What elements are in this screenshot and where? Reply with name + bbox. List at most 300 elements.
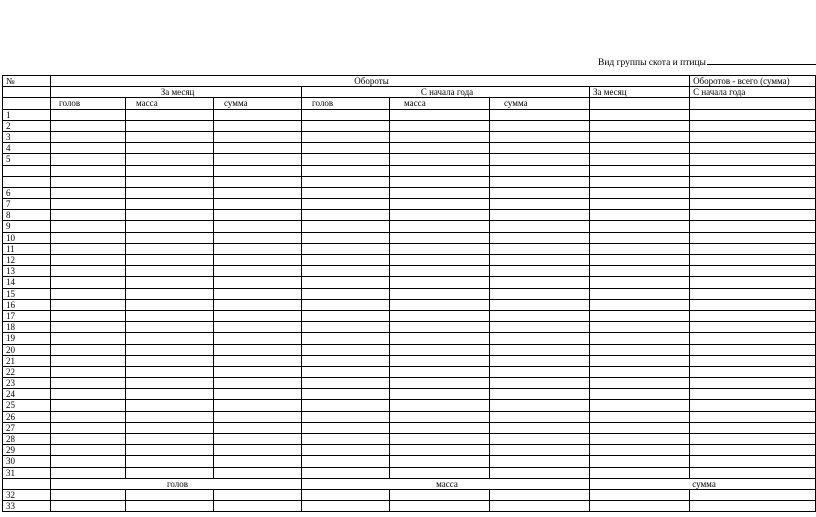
table-cell[interactable] [214,232,302,243]
table-cell[interactable] [126,165,214,176]
table-cell[interactable] [126,199,214,210]
table-cell[interactable] [214,456,302,467]
table-cell[interactable] [51,243,126,254]
table-cell[interactable] [690,434,816,445]
table-cell[interactable] [51,131,126,142]
table-cell[interactable] [214,187,302,198]
table-cell[interactable] [302,109,390,120]
table-cell[interactable] [590,366,690,377]
table-cell[interactable] [690,378,816,389]
table-cell[interactable] [590,187,690,198]
table-cell[interactable] [214,445,302,456]
table-cell[interactable] [690,422,816,433]
table-cell[interactable] [590,232,690,243]
table-cell[interactable] [51,255,126,266]
table-cell[interactable] [51,109,126,120]
table-cell[interactable] [490,232,590,243]
table-cell[interactable] [302,366,390,377]
table-cell[interactable] [51,445,126,456]
table-cell[interactable] [690,288,816,299]
table-cell[interactable] [214,489,302,500]
table-cell[interactable] [126,243,214,254]
table-cell[interactable] [302,277,390,288]
table-cell[interactable] [51,389,126,400]
table-cell[interactable] [214,199,302,210]
table-cell[interactable] [690,366,816,377]
table-cell[interactable] [214,366,302,377]
table-cell[interactable] [490,422,590,433]
table-cell[interactable] [51,120,126,131]
table-cell[interactable] [51,176,126,187]
table-cell[interactable] [490,489,590,500]
table-cell[interactable] [214,255,302,266]
table-cell[interactable] [390,422,490,433]
table-cell[interactable] [390,221,490,232]
table-row [3,109,816,120]
table-cell[interactable] [690,109,816,120]
table-cell[interactable] [214,243,302,254]
table-cell[interactable] [490,143,590,154]
table-cell[interactable] [490,344,590,355]
table-cell[interactable] [590,344,690,355]
table-cell[interactable] [690,389,816,400]
table-cell[interactable] [214,422,302,433]
table-cell[interactable] [126,232,214,243]
table-cell[interactable] [214,210,302,221]
table-cell[interactable] [126,109,214,120]
table-cell[interactable] [690,210,816,221]
table-cell[interactable] [390,143,490,154]
summa-subheader: сумма [590,478,816,489]
table-cell[interactable] [302,154,390,165]
table-cell[interactable] [490,120,590,131]
table-cell[interactable] [590,467,690,478]
table-cell[interactable] [490,288,590,299]
table-cell[interactable] [302,355,390,366]
table-cell[interactable] [126,210,214,221]
table-cell[interactable] [490,400,590,411]
table-cell[interactable] [590,434,690,445]
table-cell[interactable] [390,355,490,366]
table-cell[interactable] [214,389,302,400]
table-row [3,400,816,411]
table-cell[interactable] [690,411,816,422]
table-cell[interactable] [51,489,126,500]
table-row [3,366,816,377]
table-row [3,131,816,142]
table-cell[interactable] [590,411,690,422]
table-cell[interactable] [690,255,816,266]
table-cell[interactable] [590,378,690,389]
table-cell[interactable] [51,400,126,411]
table-row [3,445,816,456]
table-cell[interactable] [490,310,590,321]
table-cell[interactable] [214,378,302,389]
massa-header: масса [126,98,214,109]
table-cell[interactable] [51,501,126,512]
table-cell[interactable] [390,131,490,142]
row-number: 3 [3,131,51,142]
table-cell[interactable] [590,288,690,299]
table-cell[interactable] [690,445,816,456]
table-cell[interactable] [390,243,490,254]
table-cell[interactable] [214,501,302,512]
table-row [3,333,816,344]
table-cell[interactable] [302,322,390,333]
table-cell[interactable] [126,333,214,344]
table-cell[interactable] [214,310,302,321]
table-cell[interactable] [690,187,816,198]
table-cell[interactable] [490,210,590,221]
table-cell[interactable] [214,355,302,366]
table-cell[interactable] [51,434,126,445]
table-cell[interactable] [214,344,302,355]
table-cell[interactable] [490,366,590,377]
table-cell[interactable] [302,243,390,254]
table-cell[interactable] [302,445,390,456]
table-cell[interactable] [51,210,126,221]
table-cell[interactable] [214,434,302,445]
table-cell[interactable] [590,489,690,500]
table-cell[interactable] [490,467,590,478]
table-cell[interactable] [51,221,126,232]
table-cell[interactable] [214,467,302,478]
table-cell[interactable] [590,143,690,154]
table-cell[interactable] [302,176,390,187]
table-cell[interactable] [390,109,490,120]
table-cell[interactable] [302,232,390,243]
table-cell[interactable] [126,277,214,288]
table-cell[interactable] [51,411,126,422]
table-cell[interactable] [214,277,302,288]
table-cell[interactable] [51,288,126,299]
table-cell[interactable] [302,422,390,433]
table-row [3,277,816,288]
table-cell[interactable] [590,299,690,310]
table-cell[interactable] [126,154,214,165]
table-cell[interactable] [690,299,816,310]
table-cell[interactable] [214,333,302,344]
table-cell[interactable] [690,355,816,366]
table-cell[interactable] [51,277,126,288]
table-cell[interactable] [590,333,690,344]
table-cell[interactable] [590,109,690,120]
table-cell[interactable] [126,322,214,333]
table-cell[interactable] [214,176,302,187]
table-cell[interactable] [390,154,490,165]
table-cell[interactable] [302,489,390,500]
table-cell[interactable] [214,143,302,154]
s-nachala-goda-header: С начала года [302,87,590,98]
table-cell[interactable] [51,143,126,154]
table-cell[interactable] [490,378,590,389]
table-cell[interactable] [390,255,490,266]
table-cell[interactable] [126,445,214,456]
table-cell[interactable] [490,199,590,210]
table-cell[interactable] [490,221,590,232]
table-cell[interactable] [51,187,126,198]
table-cell[interactable] [51,299,126,310]
table-cell[interactable] [51,344,126,355]
table-cell[interactable] [390,120,490,131]
table-cell[interactable] [126,366,214,377]
table-cell[interactable] [390,501,490,512]
table-cell[interactable] [126,411,214,422]
table-cell[interactable] [590,400,690,411]
table-cell[interactable] [690,333,816,344]
table-cell[interactable] [690,501,816,512]
table-cell[interactable] [126,467,214,478]
table-cell[interactable] [590,389,690,400]
table-cell[interactable] [390,366,490,377]
table-cell[interactable] [690,277,816,288]
table-cell[interactable] [690,232,816,243]
table-cell[interactable] [214,299,302,310]
table-cell[interactable] [126,355,214,366]
table-cell[interactable] [126,389,214,400]
table-cell[interactable] [690,176,816,187]
table-cell[interactable] [126,310,214,321]
table-cell[interactable] [214,109,302,120]
table-cell[interactable] [690,266,816,277]
table-cell[interactable] [390,489,490,500]
table-cell[interactable] [51,333,126,344]
table-cell[interactable] [302,120,390,131]
table-cell[interactable] [690,344,816,355]
table-cell[interactable] [490,322,590,333]
table-cell[interactable] [51,322,126,333]
table-cell[interactable] [126,143,214,154]
table-cell[interactable] [51,378,126,389]
table-cell[interactable] [590,456,690,467]
table-cell[interactable] [51,232,126,243]
table-cell[interactable] [690,243,816,254]
table-cell[interactable] [51,456,126,467]
table-cell[interactable] [302,378,390,389]
table-cell[interactable] [590,165,690,176]
table-cell[interactable] [126,422,214,433]
table-cell[interactable] [690,322,816,333]
table-cell[interactable] [690,131,816,142]
table-cell[interactable] [302,299,390,310]
table-cell[interactable] [490,434,590,445]
table-cell[interactable] [690,400,816,411]
table-cell[interactable] [126,187,214,198]
table-cell[interactable] [302,467,390,478]
table-cell[interactable] [51,422,126,433]
table-cell[interactable] [490,333,590,344]
table-cell[interactable] [390,299,490,310]
table-cell[interactable] [126,255,214,266]
table-cell[interactable] [390,333,490,344]
table-cell[interactable] [490,176,590,187]
table-cell[interactable] [690,221,816,232]
table-cell[interactable] [126,434,214,445]
table-cell[interactable] [51,355,126,366]
table-cell[interactable] [214,131,302,142]
row-number: 21 [3,355,51,366]
table-cell[interactable] [590,255,690,266]
table-cell[interactable] [590,277,690,288]
table-cell[interactable] [126,456,214,467]
table-cell[interactable] [126,344,214,355]
table-cell[interactable] [390,378,490,389]
table-cell[interactable] [302,389,390,400]
table-cell[interactable] [51,366,126,377]
table-cell[interactable] [490,355,590,366]
table-cell[interactable] [126,489,214,500]
table-cell[interactable] [390,176,490,187]
table-cell[interactable] [490,165,590,176]
table-cell[interactable] [390,467,490,478]
table-cell[interactable] [490,154,590,165]
table-cell[interactable] [590,221,690,232]
table-cell[interactable] [490,456,590,467]
table-cell[interactable] [302,456,390,467]
table-cell[interactable] [690,154,816,165]
table-cell[interactable] [302,333,390,344]
table-cell[interactable] [590,131,690,142]
row-number: 9 [3,221,51,232]
table-cell[interactable] [51,310,126,321]
table-cell[interactable] [490,445,590,456]
table-cell[interactable] [390,165,490,176]
table-cell[interactable] [302,210,390,221]
table-cell[interactable] [390,199,490,210]
table-cell[interactable] [690,165,816,176]
table-cell[interactable] [302,501,390,512]
table-cell[interactable] [690,467,816,478]
table-cell[interactable] [302,310,390,321]
table-cell[interactable] [690,489,816,500]
table-cell[interactable] [302,400,390,411]
table-cell[interactable] [302,411,390,422]
table-cell[interactable] [390,411,490,422]
table-cell[interactable] [126,120,214,131]
table-cell[interactable] [214,266,302,277]
table-cell[interactable] [590,210,690,221]
table-cell[interactable] [590,322,690,333]
table-cell[interactable] [302,288,390,299]
table-cell[interactable] [590,199,690,210]
table-cell[interactable] [590,501,690,512]
table-cell[interactable] [490,255,590,266]
table-cell[interactable] [490,389,590,400]
table-cell[interactable] [690,143,816,154]
table-cell[interactable] [51,154,126,165]
table-cell[interactable] [302,143,390,154]
table-cell[interactable] [390,434,490,445]
header-caption-fill-line[interactable] [707,55,816,65]
table-cell[interactable] [126,501,214,512]
table-cell[interactable] [390,288,490,299]
table-cell[interactable] [302,255,390,266]
table-cell[interactable] [590,422,690,433]
table-cell[interactable] [590,310,690,321]
table-cell[interactable] [302,344,390,355]
table-cell[interactable] [214,411,302,422]
table-cell[interactable] [214,120,302,131]
table-cell[interactable] [690,456,816,467]
row-number: 28 [3,434,51,445]
table-cell[interactable] [490,187,590,198]
table-cell[interactable] [490,243,590,254]
table-cell[interactable] [302,434,390,445]
table-cell[interactable] [214,221,302,232]
table-cell[interactable] [390,344,490,355]
table-cell[interactable] [490,501,590,512]
table-cell[interactable] [390,266,490,277]
table-cell[interactable] [690,199,816,210]
table-row [3,255,816,266]
table-cell[interactable] [390,310,490,321]
table-cell[interactable] [302,131,390,142]
table-cell[interactable] [390,389,490,400]
table-cell[interactable] [590,355,690,366]
table-row [3,489,816,500]
table-cell[interactable] [490,411,590,422]
table-cell[interactable] [302,165,390,176]
table-cell[interactable] [126,221,214,232]
table-cell[interactable] [302,266,390,277]
table-cell[interactable] [214,322,302,333]
table-cell[interactable] [390,232,490,243]
table-cell[interactable] [51,266,126,277]
table-cell[interactable] [51,165,126,176]
table-cell[interactable] [51,467,126,478]
table-cell[interactable] [214,400,302,411]
table-cell[interactable] [390,322,490,333]
table-cell[interactable] [302,199,390,210]
table-cell[interactable] [590,176,690,187]
table-cell[interactable] [214,165,302,176]
table-cell[interactable] [690,310,816,321]
table-cell[interactable] [126,176,214,187]
table-cell[interactable] [126,400,214,411]
table-cell[interactable] [51,199,126,210]
table-cell[interactable] [126,378,214,389]
table-cell[interactable] [590,243,690,254]
massa-header: масса [390,98,490,109]
table-cell[interactable] [302,187,390,198]
table-cell[interactable] [590,120,690,131]
table-row [3,501,816,512]
table-cell[interactable] [390,277,490,288]
table-cell[interactable] [390,445,490,456]
table-cell[interactable] [490,266,590,277]
table-cell[interactable] [390,187,490,198]
table-cell[interactable] [390,400,490,411]
table-cell[interactable] [690,120,816,131]
table-cell[interactable] [214,288,302,299]
table-cell[interactable] [590,154,690,165]
table-cell[interactable] [390,456,490,467]
table-cell[interactable] [590,266,690,277]
table-cell[interactable] [126,131,214,142]
table-cell[interactable] [490,109,590,120]
table-cell[interactable] [126,288,214,299]
table-cell[interactable] [490,277,590,288]
table-cell[interactable] [214,154,302,165]
table-cell[interactable] [126,299,214,310]
table-cell[interactable] [590,445,690,456]
table-cell[interactable] [390,210,490,221]
table-cell[interactable] [490,299,590,310]
table-cell[interactable] [490,131,590,142]
table-cell[interactable] [126,266,214,277]
table-cell[interactable] [302,221,390,232]
table-row [3,422,816,433]
